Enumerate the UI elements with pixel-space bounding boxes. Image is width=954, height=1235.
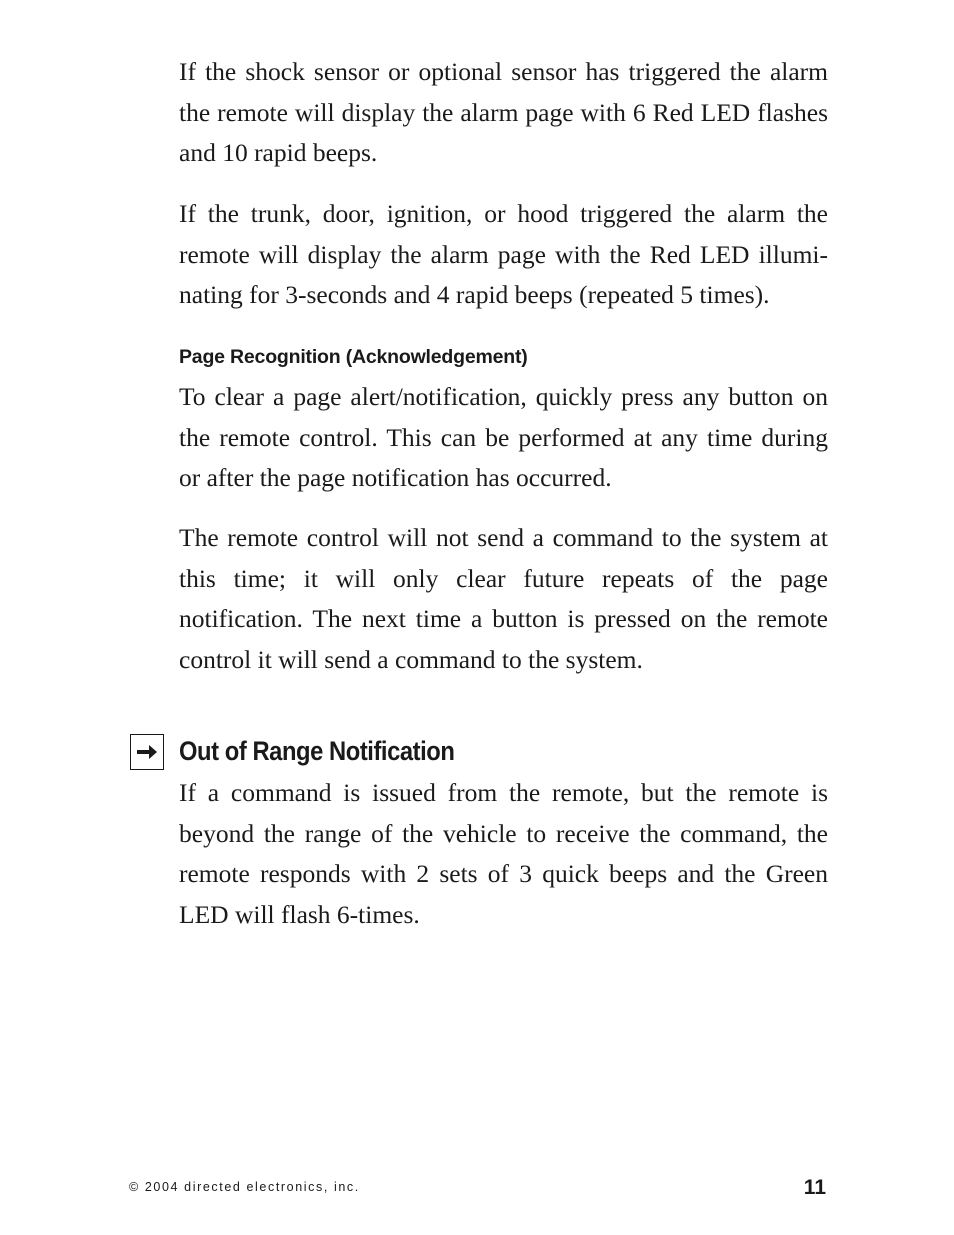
paragraph-trunk-door: If the trunk, door, ignition, or hood triggered the alarm the remote will display the alarm page with the Red LED illuminating for 3-seconds and 4 rapid beeps (repeated 5 times). [179,199,828,309]
paragraph-no-command: The remote control will not send a command to the system at this time; it will only clear future repeats of the page notification. The next time a button is pressed on the remote control it will send a command to the system. [179,523,828,674]
footer-copyright: © 2004 directed electronics, inc. [129,1180,360,1194]
page-number: 11 [803,1176,826,1199]
paragraph-shock-sensor: If the shock sensor or optional sensor has triggered the alarm the remote will display the alarm page with 6 Red LED flashes and 10 rapid beeps. [179,57,828,167]
right-arrow-icon [135,742,159,762]
paragraph-clear-page: To clear a page alert/notification, quickly press any button on the remote control. This can be performed at any time during or after the page notification has occurred. [179,382,828,492]
heading-out-of-range: Out of Range Notification [179,736,455,766]
section-marker-box [130,734,164,770]
heading-page-recognition: Page Recognition (Acknowledgement) [179,346,528,368]
paragraph-out-of-range: If a command is issued from the remote, but the remote is beyond the range of the vehicle to receive the command, the remote responds with 2 sets of 3 quick beeps and the Green LED will flash 6-times. [179,778,828,929]
